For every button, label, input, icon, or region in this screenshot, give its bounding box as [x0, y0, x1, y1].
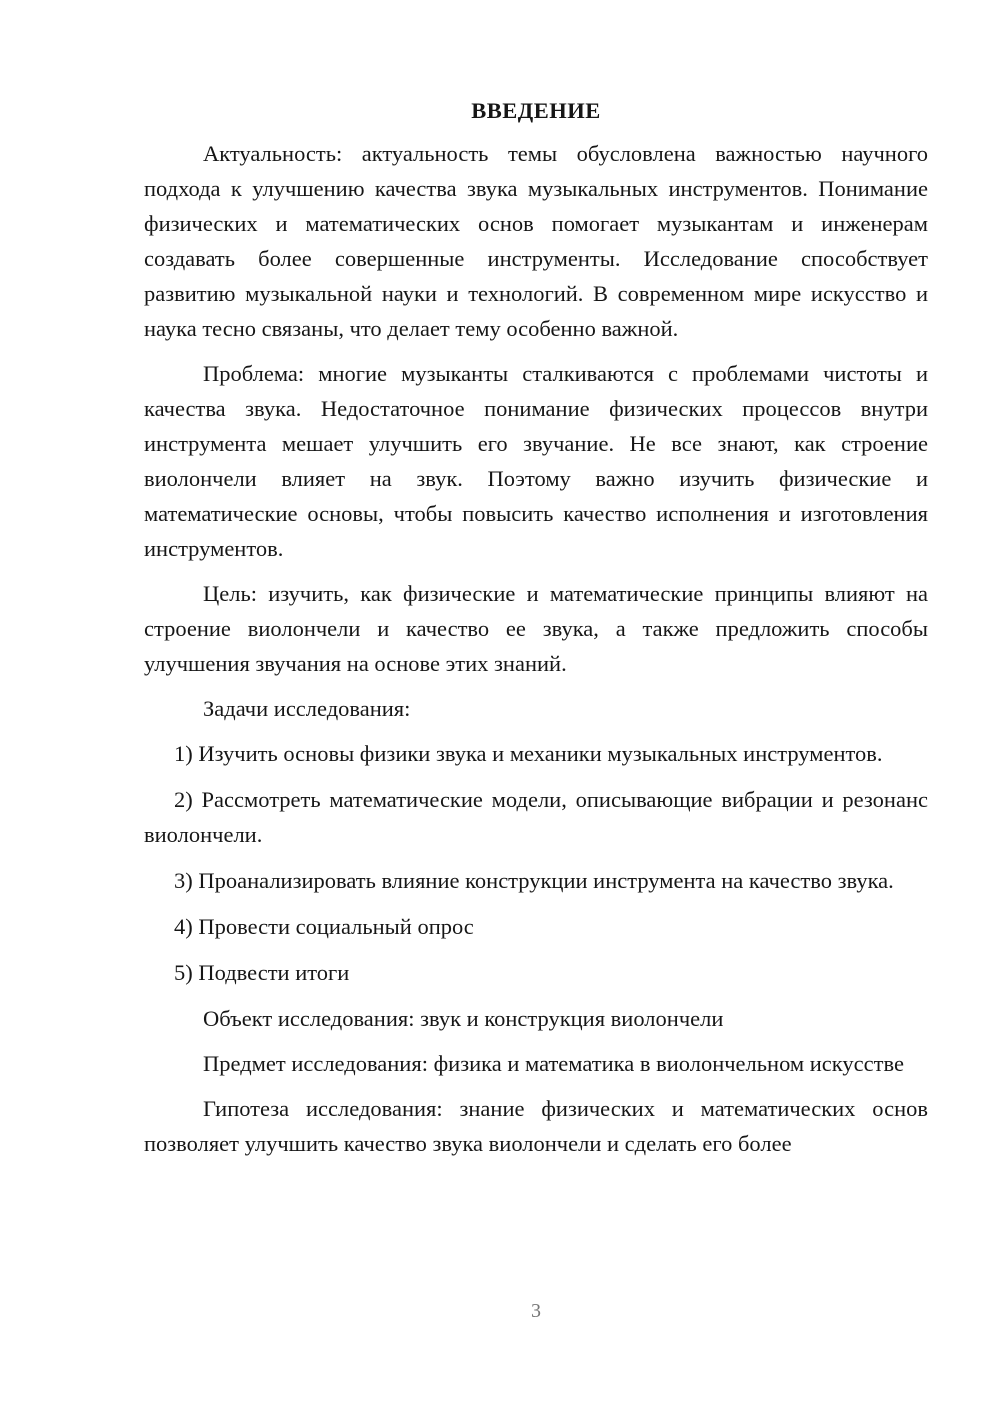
task-item: 2) Рассмотреть математические модели, описывающие вибрации и резонанс виолончели.: [144, 787, 928, 847]
relevance-paragraph: Актуальность: актуальность темы обусловлена важностью научного подхода к улучшению качества звука музыкальных инструментов. Понимание физических и математических основ помогает музыкантам и инженерам создавать более совершенные инструменты. Исследование способствует развитию музыкальной науки и технологий. В современном мире искусство и наука тесно связаны, что делает тему особенно важной.: [144, 141, 928, 341]
tasks-heading: Задачи исследования:: [203, 696, 411, 721]
problem-paragraph: Проблема: многие музыканты сталкиваются с проблемами чистоты и качества звука. Недостаточное понимание физических процессов внутри инструмента мешает улучшить его звучание. Не все знают, как строение виолончели влияет на звук. Поэтому важно изучить физические и математические основы, чтобы повысить качество исполнения и изготовления инструментов.: [144, 361, 928, 561]
subject-paragraph: Предмет исследования: физика и математика в виолончельном искусстве: [203, 1051, 904, 1076]
task-item: 1) Изучить основы физики звука и механики музыкальных инструментов.: [174, 741, 883, 766]
hypothesis-paragraph: Гипотеза исследования: знание физических и математических основ позволяет улучшить качество звука виолончели и сделать его более: [144, 1096, 928, 1156]
page-number: 3: [531, 1300, 541, 1322]
goal-paragraph: Цель: изучить, как физические и математические принципы влияют на строение виолончели и качество ее звука, а также предложить способы улучшения звучания на основе этих знаний.: [144, 581, 928, 676]
document-page: [144, 96, 928, 1171]
task-item: 5) Подвести итоги: [174, 960, 350, 985]
task-item: 4) Провести социальный опрос: [174, 914, 474, 939]
section-heading: ВВЕДЕНИЕ: [471, 98, 601, 123]
task-item: 3) Проанализировать влияние конструкции инструмента на качество звука.: [174, 868, 894, 893]
object-paragraph: Объект исследования: звук и конструкция виолончели: [203, 1006, 724, 1031]
